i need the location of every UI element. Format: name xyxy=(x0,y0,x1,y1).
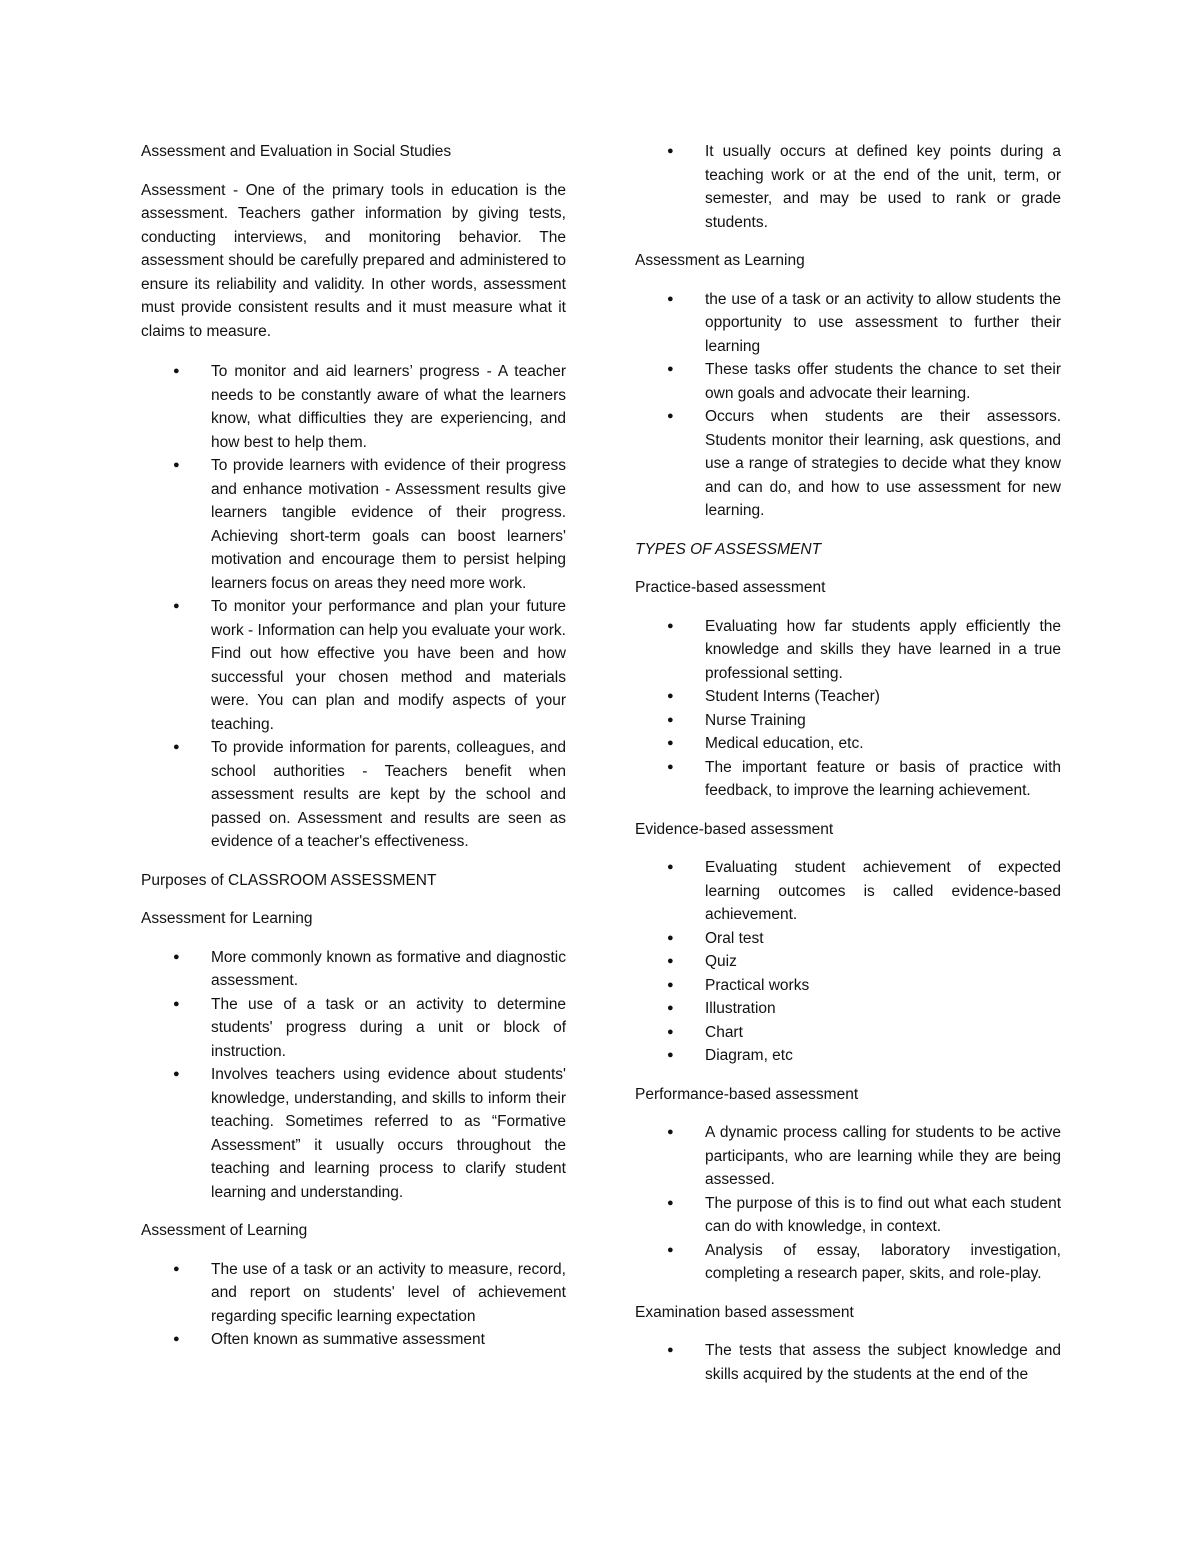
left-column xyxy=(141,140,566,1367)
list-item: ● More commonly known as formative and diagnostic assessment. xyxy=(141,946,566,993)
assessment-as-learning-list xyxy=(635,288,1061,523)
list-item: ● It usually occurs at defined key points during a teaching work or at the end of the unit, term, or semester, and may be used to rank or grade students. xyxy=(635,140,1061,234)
bullet-icon: ● xyxy=(173,365,180,377)
bullet-icon: ● xyxy=(667,713,674,726)
list-item: ● Analysis of essay, laboratory investigation, completing a research paper, skits, and role-play. xyxy=(635,1239,1061,1286)
bullet-icon: ● xyxy=(667,1243,674,1256)
bullet-icon: ● xyxy=(667,410,674,422)
bullet-icon: ● xyxy=(173,1333,180,1345)
bullet-icon: ● xyxy=(667,619,674,632)
list-item: ● To provide information for parents, colleagues, and school authorities - Teachers benefit when assessment results are kept by the school and passed on. Assessment and results are seen as evidence of a teacher's effectiveness. xyxy=(141,736,566,854)
bullet-icon: ● xyxy=(667,931,674,944)
assessment-for-learning-heading: Assessment for Learning xyxy=(141,910,313,927)
assessment-intro xyxy=(141,179,566,344)
performance-based-list xyxy=(635,1121,1061,1286)
list-item: ● Often known as summative assessment xyxy=(141,1328,566,1352)
list-item: ● Evaluating how far students apply efficiently the knowledge and skills they have learned in a true professional setting. xyxy=(635,615,1061,686)
bullet-icon: ● xyxy=(667,363,674,375)
assessment-for-learning-list xyxy=(141,946,566,1205)
bullet-icon: ● xyxy=(173,1068,180,1080)
bullet-icon: ● xyxy=(173,1262,180,1275)
bullet-icon: ● xyxy=(173,459,180,471)
practice-based-heading: Practice-based assessment xyxy=(635,579,826,596)
list-item: ● the use of a task or an activity to allow students the opportunity to use assessment to further their learning xyxy=(635,288,1061,359)
practice-based-list xyxy=(635,615,1061,803)
evidence-based-heading: Evidence-based assessment xyxy=(635,820,834,838)
list-item: ● Nurse Training xyxy=(635,709,1061,733)
assessment-term: Assessment xyxy=(141,181,226,199)
list-item: ● Diagram, etc xyxy=(635,1044,1061,1068)
examination-based-list xyxy=(635,1339,1061,1386)
bullet-icon: ● xyxy=(173,950,180,963)
purposes-list xyxy=(141,360,566,854)
list-item: ● Practical works xyxy=(635,974,1061,998)
bullet-icon: ● xyxy=(667,760,674,773)
list-item: ● Chart xyxy=(635,1021,1061,1045)
bullet-icon: ● xyxy=(173,741,180,753)
list-item: ● A dynamic process calling for students to be active participants, who are learning while they are being assessed. xyxy=(635,1121,1061,1192)
list-item: ● The use of a task or an activity to determine students' progress during a unit or block of instruction. xyxy=(141,993,566,1064)
list-item: ● These tasks offer students the chance to set their own goals and advocate their learning. xyxy=(635,358,1061,405)
list-item: ● Evaluating student achievement of expected learning outcomes is called evidence-based achievement. xyxy=(635,856,1061,927)
types-of-assessment-heading: TYPES OF ASSESSMENT xyxy=(635,540,822,558)
bullet-icon: ● xyxy=(667,1002,674,1014)
list-item: ● Occurs when students are their assessors. Students monitor their learning, ask questions, and use a range of strategies to decide what they know and can do, and how to use assessment for new learning. xyxy=(635,405,1061,523)
list-item: ● The important feature or basis of practice with feedback, to improve the learning achievement. xyxy=(635,756,1061,803)
list-item: ● The use of a task or an activity to measure, record, and report on students' level of achievement regarding specific learning expectation xyxy=(141,1258,566,1329)
bullet-icon: ● xyxy=(667,1025,674,1038)
list-item: ● Student Interns (Teacher) xyxy=(635,685,1061,709)
examination-based-heading: Examination based assessment xyxy=(635,1303,854,1321)
list-item: ● Quiz xyxy=(635,950,1061,974)
bullet-icon: ● xyxy=(667,1344,674,1356)
list-item: ● Involves teachers using evidence about students' knowledge, understanding, and skills to inform their teaching. Sometimes referred to as “Formative Assessment” it usually occurs throughout the teaching and learning process to clarify student learning and understanding. xyxy=(141,1063,566,1204)
bullet-icon: ● xyxy=(667,978,674,991)
bullet-icon: ● xyxy=(667,955,674,967)
bullet-icon: ● xyxy=(667,292,674,305)
evidence-based-list xyxy=(635,856,1061,1068)
assessment-of-learning-list xyxy=(141,1258,566,1352)
list-item: ● To monitor your performance and plan your future work - Information can help you evaluate your work. Find out how effective you have been and how successful your chosen method and materials were. You can plan and modify aspects of your teaching. xyxy=(141,595,566,736)
assessment-of-learning-heading: Assessment of Learning xyxy=(141,1222,308,1239)
list-item: ● To monitor and aid learners’ progress - A teacher needs to be constantly aware of what the learners know, what difficulties they are experiencing, and how best to help them. xyxy=(141,360,566,454)
bullet-icon: ● xyxy=(667,1196,674,1209)
list-item: ● The purpose of this is to find out what each student can do with knowledge, in context. xyxy=(635,1192,1061,1239)
bullet-icon: ● xyxy=(667,737,674,749)
list-item: ● To provide learners with evidence of their progress and enhance motivation - Assessment results give learners tangible evidence of their progress. Achieving short-term goals can boost learners' motivation and encourage them to persist helping learners focus on areas they need more work. xyxy=(141,454,566,595)
assessment-of-learning-list-continued xyxy=(635,140,1061,234)
list-item: ● Oral test xyxy=(635,927,1061,951)
performance-based-heading: Performance-based assessment xyxy=(635,1085,859,1103)
assessment-definition: - One of the primary tools in education is the assessment. Teachers gather information by giving tests, conducting interviews, and monitoring behavior. The assessment should be carefully prepared and administered to ensure its reliability and validity. In other words, assessment must provide consistent results and it must measure what it claims to measure. xyxy=(141,181,566,340)
bullet-icon: ● xyxy=(667,1126,674,1138)
bullet-icon: ● xyxy=(667,861,674,873)
list-item: ● The tests that assess the subject knowledge and skills acquired by the students at the end of the xyxy=(635,1339,1061,1386)
right-column xyxy=(635,140,1061,1401)
bullet-icon: ● xyxy=(667,145,674,157)
document-title: Assessment and Evaluation in Social Studies xyxy=(141,143,452,160)
list-item: ● Medical education, etc. xyxy=(635,732,1061,756)
bullet-icon: ● xyxy=(173,600,180,612)
bullet-icon: ● xyxy=(667,690,674,702)
classroom-assessment-heading: Purposes of CLASSROOM ASSESSMENT xyxy=(141,871,437,889)
bullet-icon: ● xyxy=(667,1049,674,1061)
bullet-icon: ● xyxy=(173,997,180,1010)
list-item: ● Illustration xyxy=(635,997,1061,1021)
assessment-as-learning-heading: Assessment as Learning xyxy=(635,252,805,269)
